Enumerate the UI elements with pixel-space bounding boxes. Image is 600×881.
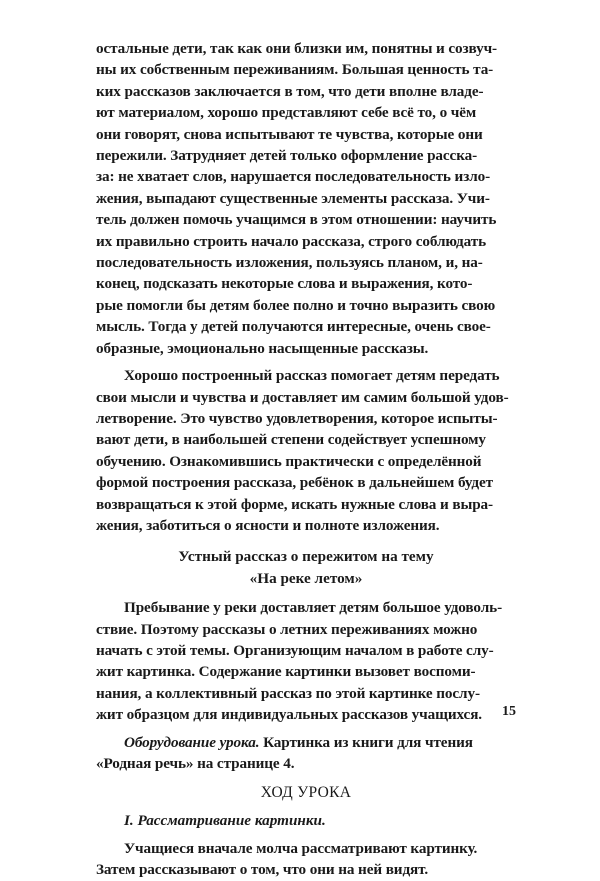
subheading: I. Рассматривание картинки. <box>124 812 326 830</box>
paragraph-4: Учащиеся вначале молча рассматривают картинку. Затем рассказывают о том, что они на ней видят. <box>96 839 478 879</box>
equipment-text: Картинка из книги для чтения «Родная речь» на странице 4. <box>96 733 473 772</box>
paragraph-1: остальные дети, так как они близки им, понятны и созвуч- ны их собственным переживаниям. Большая ценность та- ких рассказов заключается в том, что дети вполне владе- ют материалом, хорошо представляют себе всё то, о чём они говорят, снова испытывают те чувства, которые они пережили. Затрудняет детей только оформление расска- за: не хватает слов, нарушается последовательность изло- жения, выпадают существенные элементы рассказа. Учи- тель должен помочь учащимся в этом отношении: научить их правильно строить начало рассказа, строго соблюдать последовательность изложения, пользуясь планом, и, на- конец, подсказать некоторые слова и выражения, кото- рые помогли бы детям более полно и точно выразить свою мысль. Тогда у детей получаются интересные, очень свое- образные, эмоционально насыщенные рассказы. <box>96 40 498 357</box>
paragraph-2: Хорошо построенный рассказ помогает детям передать свои мысли и чувства и доставляет им самим большой удов- летворение. Это чувство удовлетворения, которое испыты- вают дети, в наибольшей степени содействует успешному обучению. Ознакомившись практически с определённой формой построения рассказа, ребёнок в дальнейшем будет возвращаться к этой форме, искать нужные слова и выра- жения, заботиться о ясности и полноте изложения. <box>96 367 509 534</box>
equipment-paragraph <box>96 732 516 775</box>
paragraph-3: Пребывание у реки доставляет детям большое удоволь- ствие. Поэтому рассказы о летних переживаниях можно начать с этой темы. Организующим началом в работе слу- жит картинка. Содержание картинки вызовет воспоми- нания, а коллективный рассказ по этой картинке послу- жит образцом для индивидуальных рассказов учащихся. <box>96 599 503 724</box>
equipment-label: Оборудование урока. <box>124 733 260 751</box>
topic-heading: Устный рассказ о пережитом на тему «На реке летом» <box>178 548 434 587</box>
page-number: 15 <box>502 704 516 719</box>
section-title: ХОД УРОКА <box>260 784 352 802</box>
